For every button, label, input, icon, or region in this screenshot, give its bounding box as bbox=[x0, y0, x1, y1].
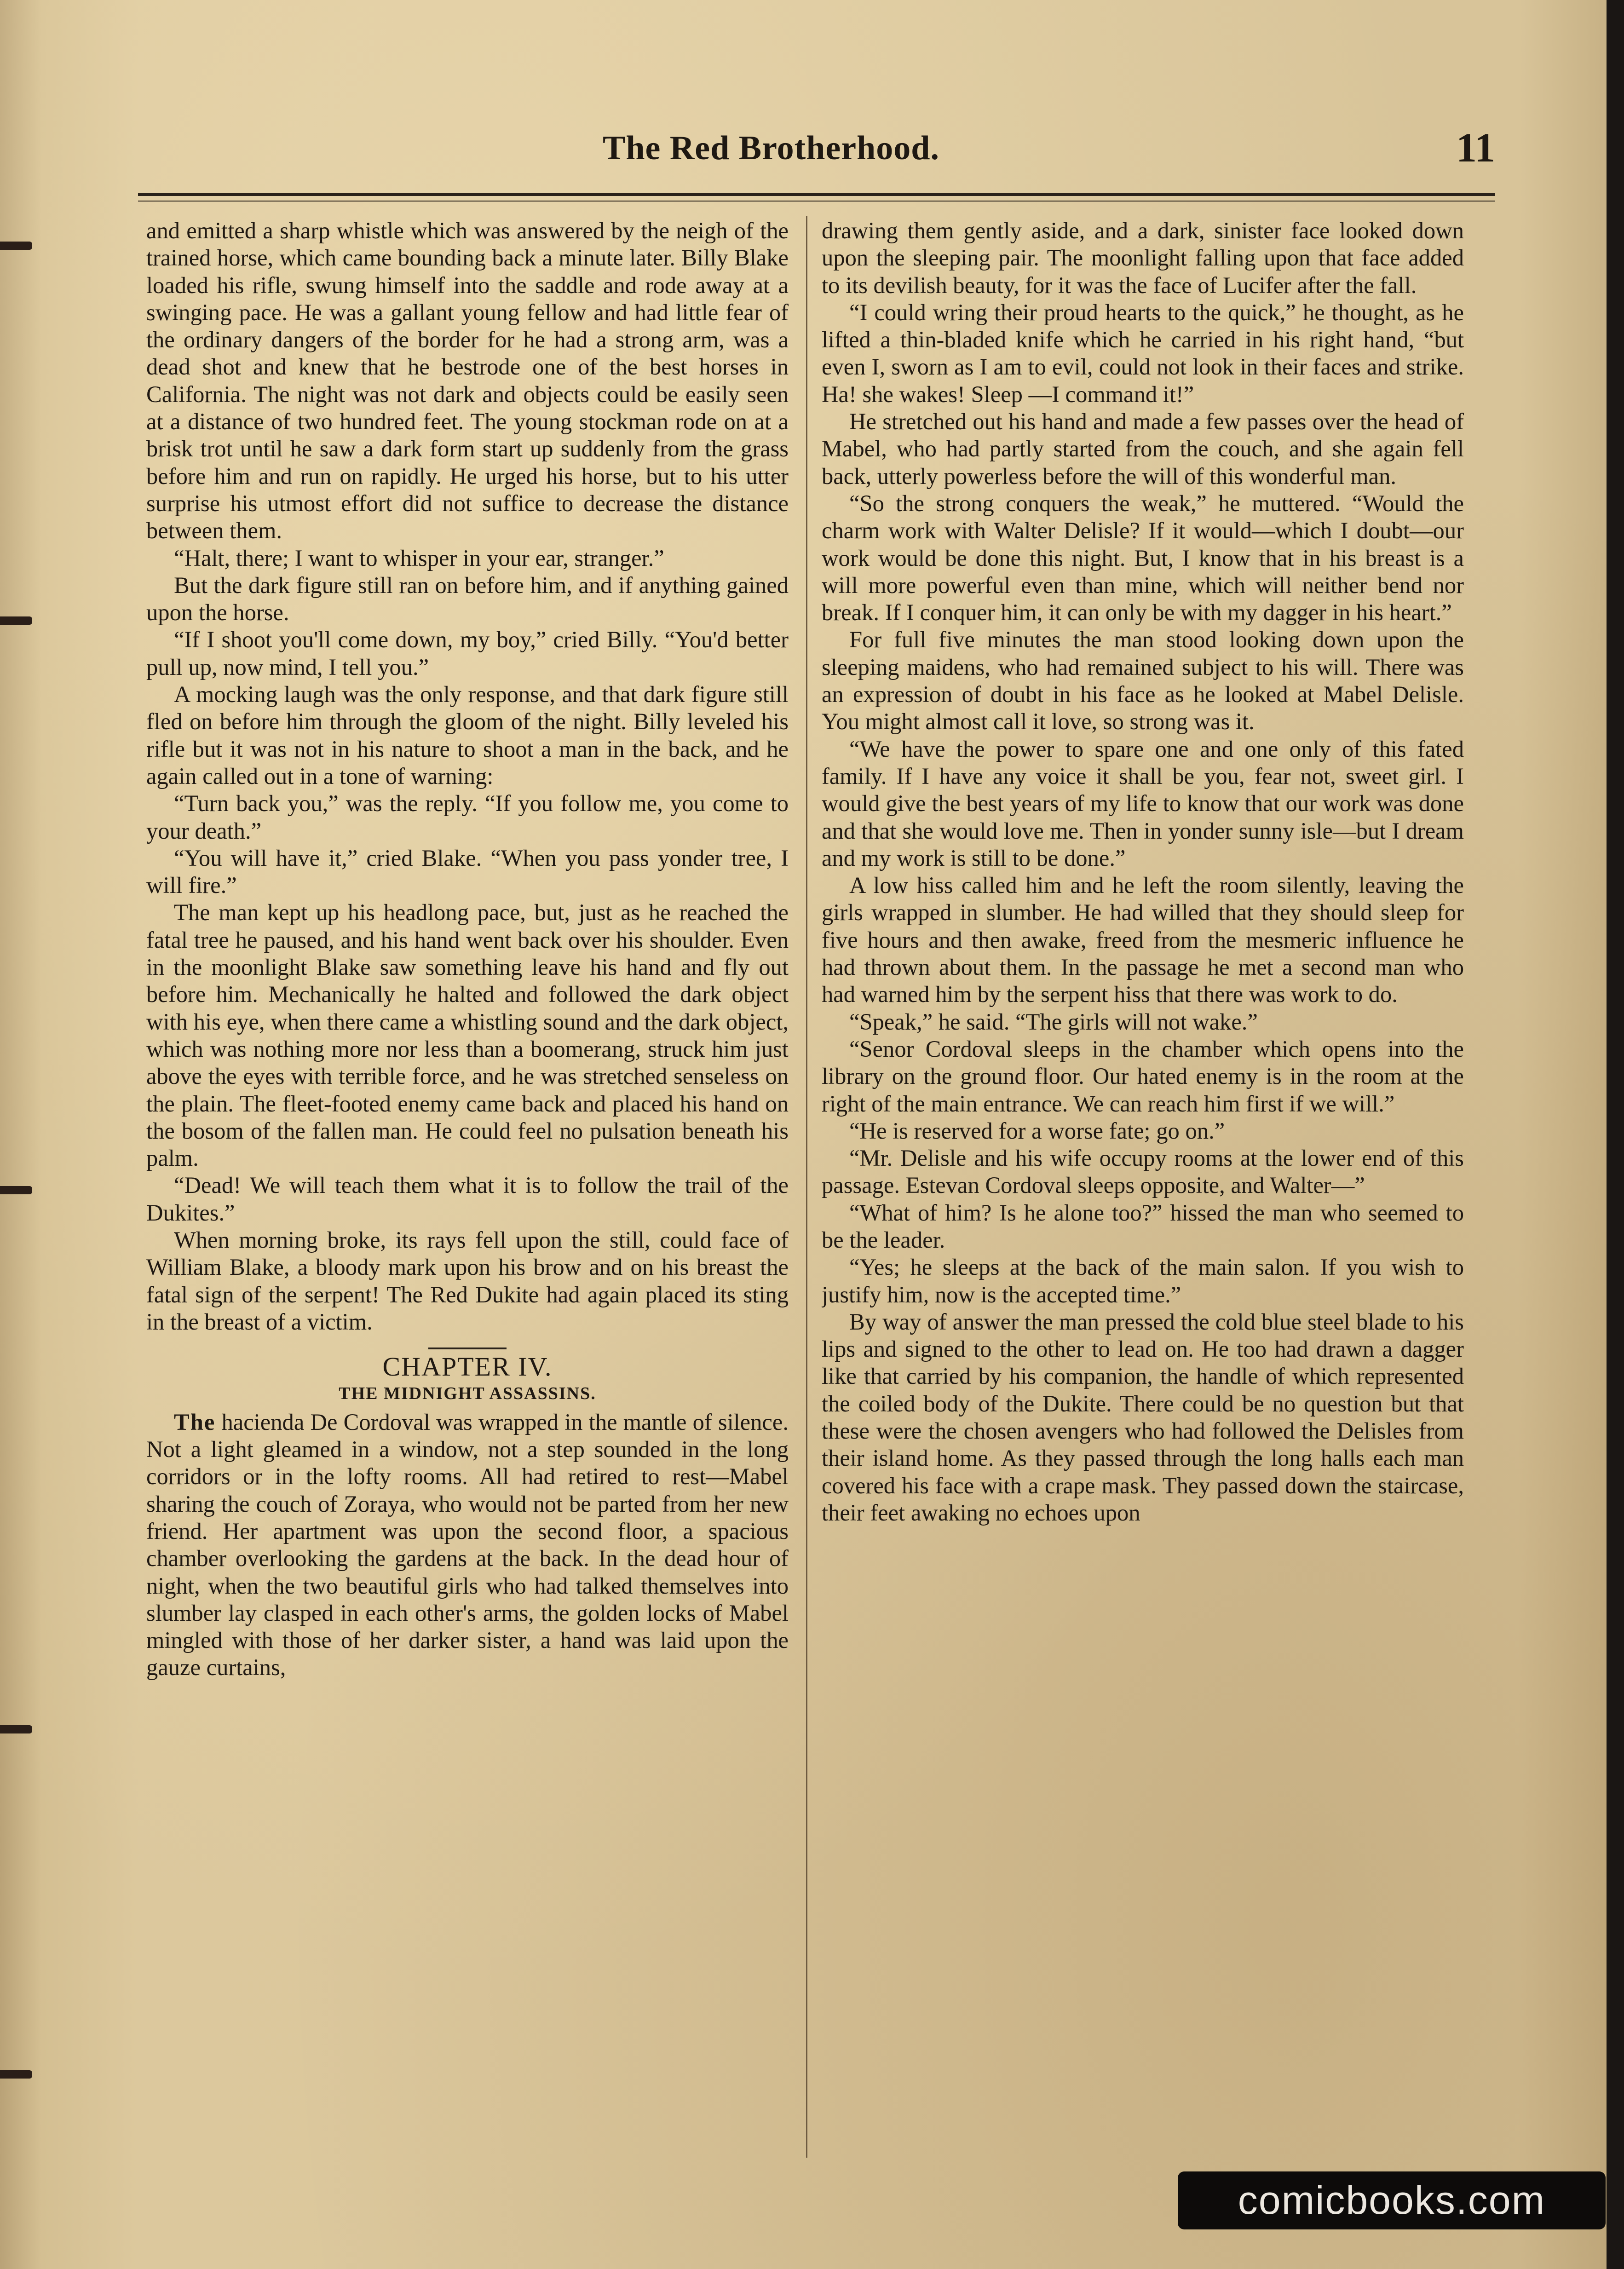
header-rule bbox=[138, 193, 1495, 196]
paragraph bbox=[146, 1409, 789, 1682]
paragraph: “Yes; he sleeps at the back of the main salon. If you wish to justify him, now is the accepted time.” bbox=[822, 1254, 1464, 1307]
paragraph: “Halt, there; I want to whisper in your ear, stranger.” bbox=[174, 545, 664, 571]
paragraph: “We have the power to spare one and one only of this fated family. If I have any voice it shall be you, fear not, sweet girl. I would give the best years of my life to know that our work was done and that she would love me. Then in yonder sunny isle—but I dream and my work is still to be done.” bbox=[822, 736, 1464, 871]
paragraph: “So the strong conquers the weak,” he muttered. “Would the charm work with Walter Delisle? If it would—which I doubt—our work would be done this night. But, I know that in his breast is a will more powerful even than mine, which will neither bend nor break. If I conquer him, it can only be with my dagger in his heart.” bbox=[822, 490, 1464, 626]
paragraph: “Mr. Delisle and his wife occupy rooms at the lower end of this passage. Estevan Cordoval sleeps opposite, and Walter—” bbox=[822, 1145, 1464, 1198]
binding-staple-mark bbox=[0, 1725, 32, 1733]
paragraph: A low hiss called him and he left the room silently, leaving the girls wrapped in slumber. He had willed that they should sleep for five hours and then awake, freed from the mesmeric influence he had thrown about them. In the passage he met a second man who had warned him by the serpent hiss that there was work to do. bbox=[822, 872, 1464, 1008]
page-number: 11 bbox=[1456, 125, 1495, 171]
binding-staple-mark bbox=[0, 2070, 32, 2079]
paragraph: drawing them gently aside, and a dark, sinister face looked down upon the sleeping pair. The moonlight falling upon that face added to its devilish beauty, for it was the face of Lucifer after the fall. bbox=[822, 218, 1464, 298]
paragraph-text: hacienda De Cordoval was wrapped in the mantle of silence. Not a light gleamed in a window, not a step sounded in the long corridors or in the lofty rooms. All had retired to rest—Mabel sharing the couch of Zoraya, who would not be parted from her new friend. Her apartment was upon the second floor, a spacious chamber overlooking the gardens at the back. In the dead hour of night, when the two beautiful girls who had talked themselves into slumber lay clasped in each other's arms, the golden locks of Mabel mingled with those of her darker sister, a hand was laid upon the gauze curtains, bbox=[146, 1409, 789, 1681]
paragraph: “You will have it,” cried Blake. “When you pass yonder tree, I will fire.” bbox=[146, 845, 789, 898]
paragraph: He stretched out his hand and made a few passes over the head of Mabel, who had partly started from the couch, and she again fell back, utterly powerless before the will of this wonderful man. bbox=[822, 409, 1464, 489]
running-title: The Red Brotherhood. bbox=[603, 129, 939, 167]
paragraph: “Dead! We will teach them what it is to follow the trail of the Dukites.” bbox=[146, 1172, 789, 1226]
chapter-separator-rule bbox=[428, 1348, 507, 1349]
paragraph: A mocking laugh was the only response, and that dark figure still fled on before him through the gloom of the night. Billy leveled his rifle but it was not in his nature to shoot a man in the back, and he again called out in a tone of warning: bbox=[146, 681, 789, 789]
header-rule-thin bbox=[138, 201, 1495, 202]
column-divider bbox=[806, 216, 807, 2158]
site-watermark: comicbooks.com bbox=[1178, 2171, 1606, 2229]
paragraph: and emitted a sharp whistle which was answered by the neigh of the trained horse, which came bounding back a minute later. Billy Blake loaded his rifle, swung himself into the saddle and rode away at a swinging pace. He was a gallant young fellow and had little fear of the ordinary dangers of the border for he had a strong arm, was a dead shot and knew that he bestrode one of the best horses in California. The night was not dark and objects could be easily seen at a distance of two hundred feet. The young stockman rode on at a brisk trot until he saw a dark form start up suddenly from the grass before him and run on rapidly. He urged his horse, but to his utter surprise his utmost effort did not suffice to decrease the distance between them. bbox=[146, 218, 789, 544]
paragraph: “Senor Cordoval sleeps in the chamber which opens into the library on the ground floor. Our hated enemy is in the room at the right of the main entrance. We can reach him first if we will.” bbox=[822, 1036, 1464, 1117]
paragraph-lead-word: The bbox=[174, 1409, 216, 1435]
paragraph: But the dark figure still ran on before him, and if anything gained upon the horse. bbox=[146, 572, 789, 626]
paragraph: “What of him? Is he alone too?” hissed the man who seemed to be the leader. bbox=[822, 1199, 1464, 1253]
right-column bbox=[822, 217, 1464, 2172]
paragraph: “Turn back you,” was the reply. “If you follow me, you come to your death.” bbox=[146, 790, 789, 844]
binding-staple-mark bbox=[0, 616, 32, 625]
paragraph: By way of answer the man pressed the cold blue steel blade to his lips and signed to the other to lead on. He too had drawn a dagger like that carried by his companion, the handle of which represented the coiled body of the Dukite. There could be no question but that these were the chosen avengers who had followed the Delisles from their island home. As they passed through the long halls each man covered his face with a crape mask. They passed down the staircase, their feet awaking no echoes upon bbox=[822, 1308, 1464, 1526]
page-header bbox=[138, 125, 1495, 184]
paragraph: “If I shoot you'll come down, my boy,” cried Billy. “You'd better pull up, now mind, I tell you.” bbox=[146, 627, 789, 680]
paragraph: “Speak,” he said. “The girls will not wake.” bbox=[849, 1008, 1258, 1035]
paragraph: When morning broke, its rays fell upon the still, could face of William Blake, a bloody mark upon his brow and on his breast the fatal sign of the serpent! The Red Dukite had again placed its sting in the breast of a victim. bbox=[146, 1227, 789, 1335]
paragraph: The man kept up his headlong pace, but, just as he reached the fatal tree he paused, and his hand went back over his shoulder. Even in the moonlight Blake saw something leave his hand and fly out before him. Mechanically he halted and followed the dark object with his eye, when there came a whistling sound and the dark object, which was nothing more nor less than a boomerang, struck him just above the eyes with terrible force, and he was stretched senseless on the plain. The fleet-footed enemy came back and placed his hand on the bosom of the fallen man. He could feel no pulsation beneath his palm. bbox=[146, 899, 789, 1171]
paragraph: For full five minutes the man stood looking down upon the sleeping maidens, who had remained subject to his will. There was an expression of doubt in his face as he looked at Mabel Delisle. You might almost call it love, so strong was it. bbox=[822, 627, 1464, 735]
chapter-subtitle: THE MIDNIGHT ASSASSINS. bbox=[339, 1384, 596, 1404]
binding-staple-mark bbox=[0, 242, 32, 250]
left-column bbox=[146, 217, 789, 2172]
chapter-heading: CHAPTER IV. bbox=[382, 1352, 553, 1382]
paragraph: “He is reserved for a worse fate; go on.” bbox=[849, 1117, 1225, 1144]
binding-staple-mark bbox=[0, 1186, 32, 1194]
paragraph: “I could wring their proud hearts to the quick,” he thought, as he lifted a thin-bladed knife which he carried in his right hand, “but even I, sworn as I am to evil, could not look in their faces and strike. Ha! she wakes! Sleep —I command it!” bbox=[822, 299, 1464, 407]
